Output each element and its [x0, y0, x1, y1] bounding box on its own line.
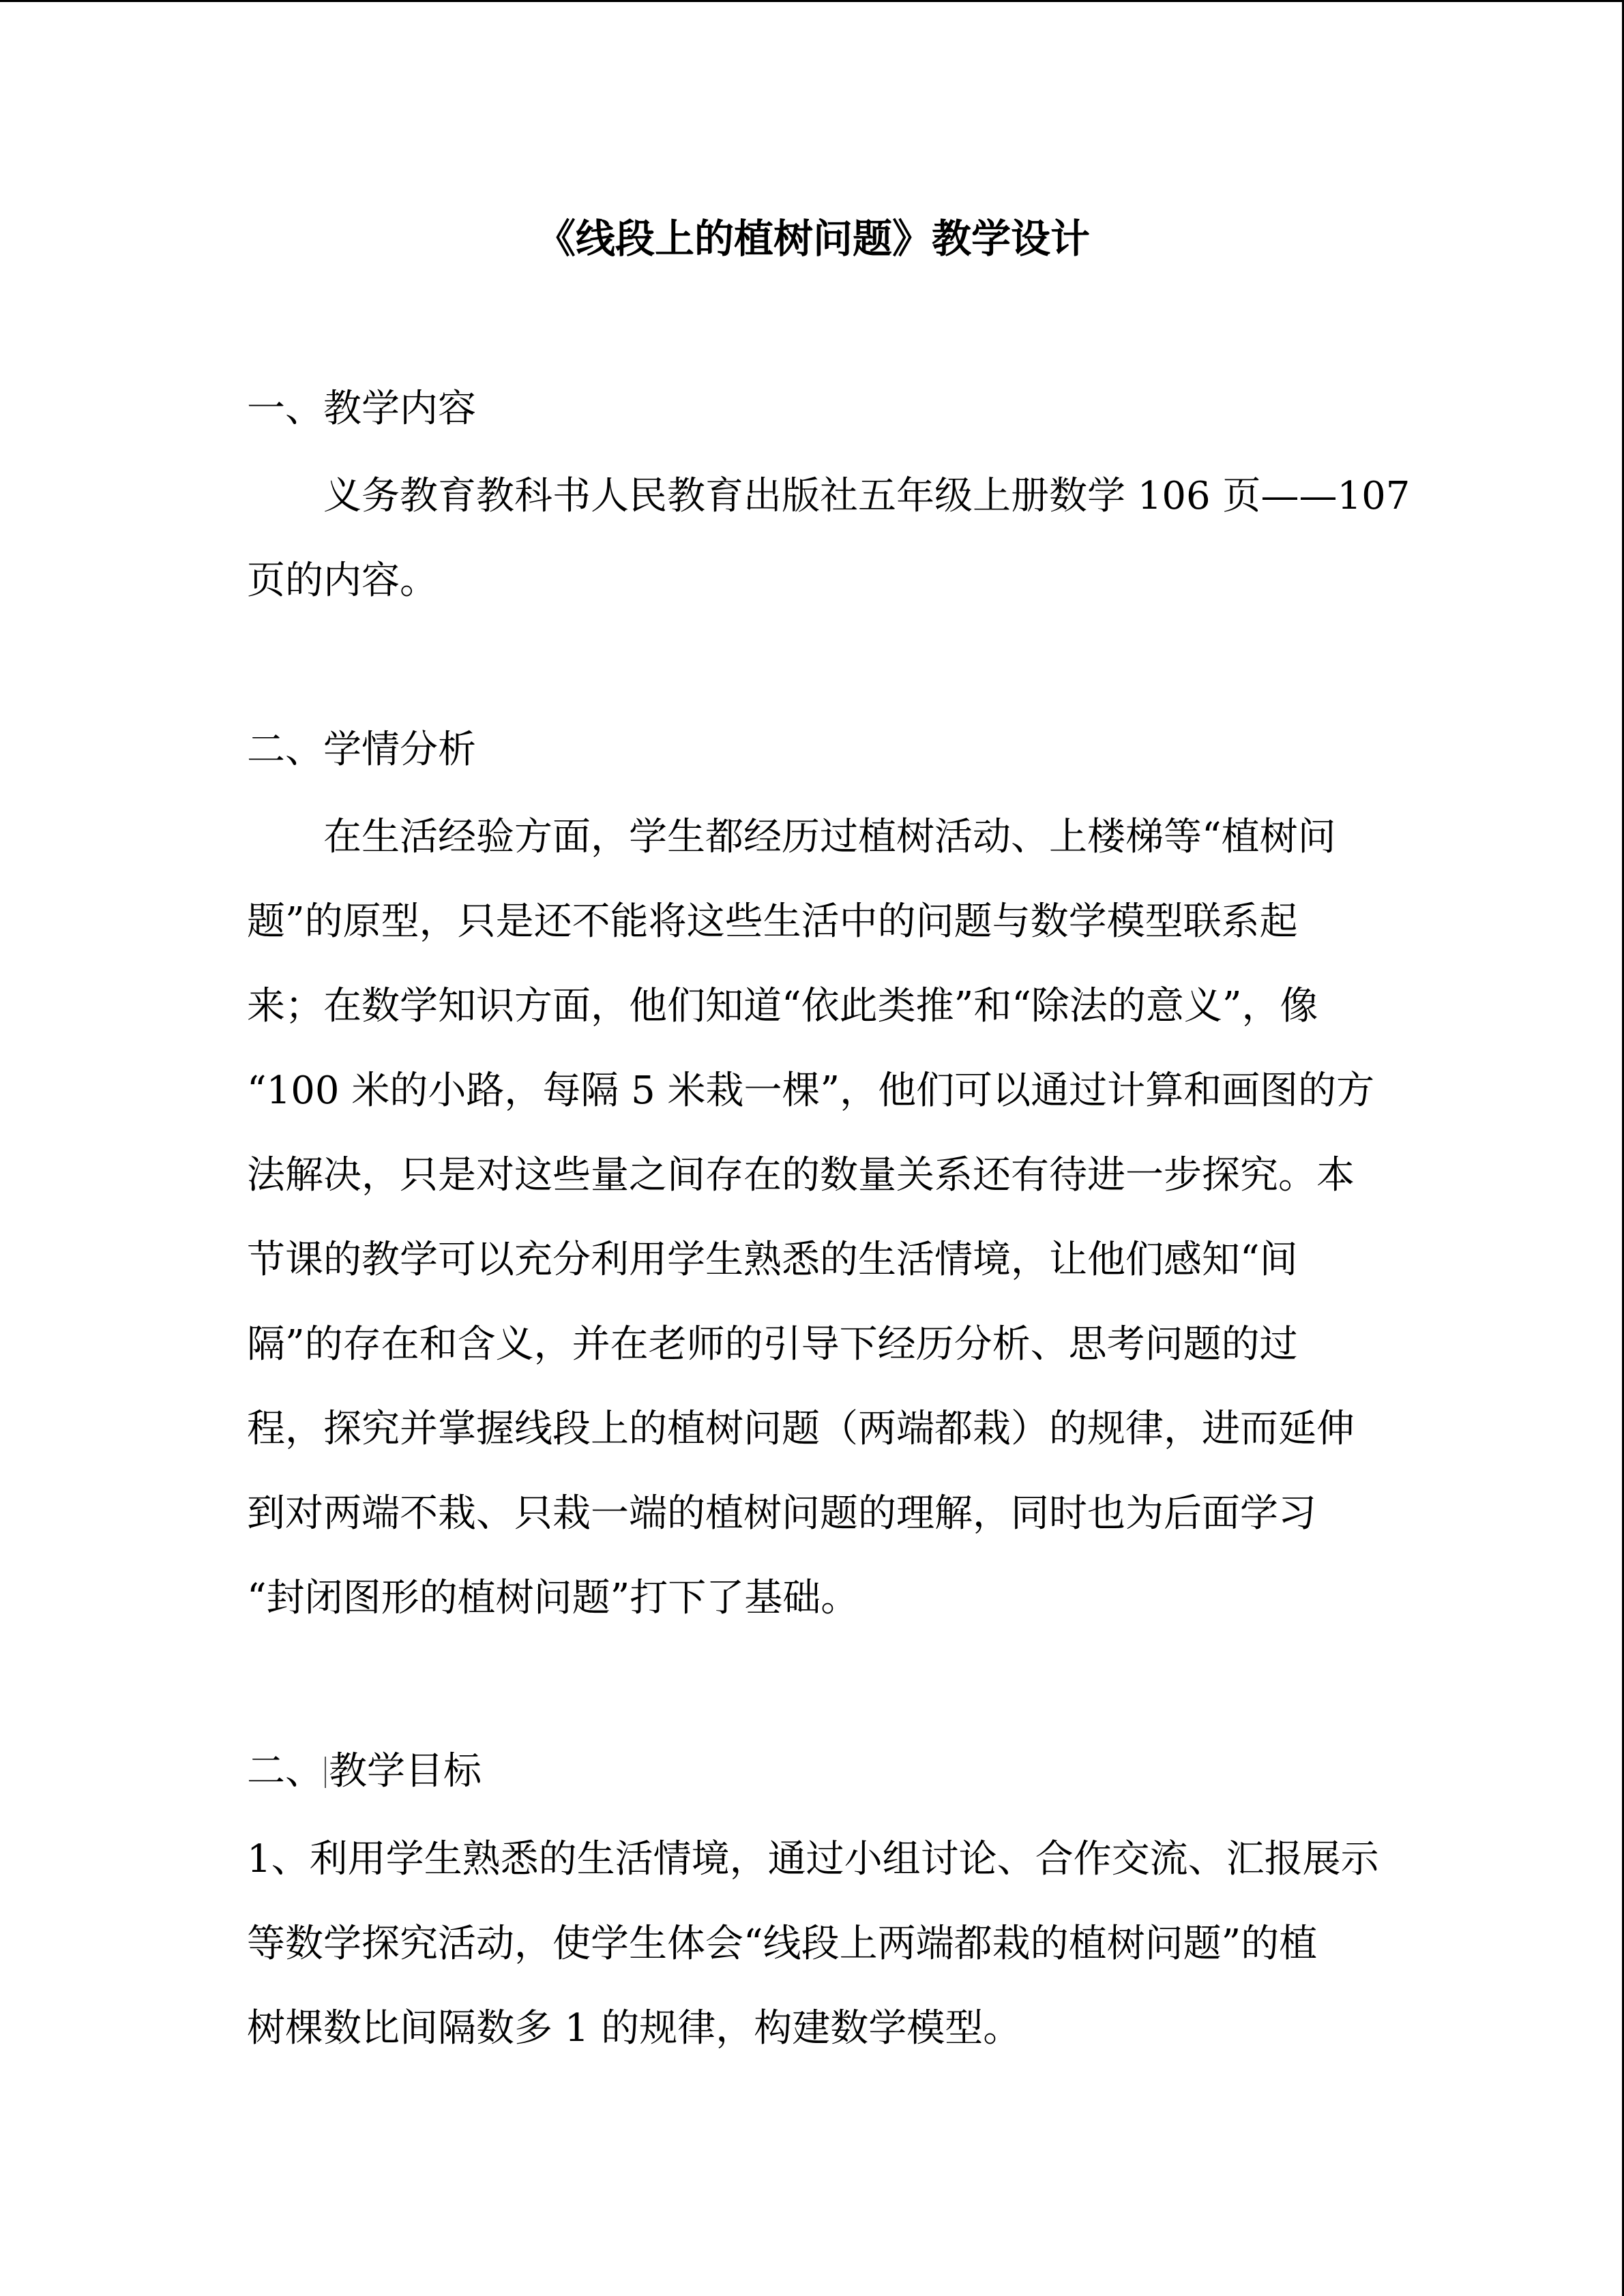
section-heading-student-analysis: 二、学情分析: [247, 728, 476, 772]
paragraph-line: 义务教育教科书人民教育出版社五年级上册数学 106 页——107: [323, 474, 1411, 518]
section-heading-teaching-goals: [247, 1741, 482, 1802]
paragraph-line: 树棵数比间隔数多 1 的规律，构建数学模型。: [247, 2006, 1022, 2051]
paragraph-line: “100 米的小路，每隔 5 米栽一棵”，他们可以通过计算和画图的方: [247, 1069, 1375, 1113]
section-heading-text: 教学目标: [329, 1749, 482, 1793]
paragraph-line: 页的内容。: [247, 558, 438, 603]
section-body-teaching-content: [247, 454, 1411, 623]
paragraph-line: 1、利用学生熟悉的生活情境，通过小组讨论、合作交流、汇报展示: [247, 1837, 1379, 1881]
section-heading-teaching-content: 一、教学内容: [247, 387, 476, 431]
document-title: 《线段上的植树问题》教学设计: [535, 215, 1090, 262]
text-cursor-icon: [325, 1757, 326, 1788]
paragraph-line: 程，探究并掌握线段上的植树问题（两端都栽）的规律，进而延伸: [247, 1407, 1355, 1451]
paragraph-line: “封闭图形的植树问题”打下了基础。: [247, 1576, 859, 1620]
section-heading-prefix: 二、: [247, 1749, 323, 1793]
section-body-teaching-goals: [247, 1817, 1379, 2071]
paragraph-line: 来；在数学知识方面，他们知道“依此类推”和“除法的意义”，像: [247, 984, 1318, 1028]
paragraph-line: 到对两端不栽、只栽一端的植树问题的理解，同时也为后面学习: [247, 1491, 1316, 1536]
paragraph-line: 等数学探究活动，使学生体会“线段上两端都栽的植树问题”的植: [247, 1922, 1318, 1966]
paragraph-line: 在生活经验方面，学生都经历过植树活动、上楼梯等“植树问: [323, 815, 1336, 859]
paragraph-line: 隔”的存在和含义，并在老师的引导下经历分析、思考问题的过: [247, 1322, 1298, 1367]
section-body-student-analysis: [247, 795, 1379, 1641]
paragraph-line: 节课的教学可以充分利用学生熟悉的生活情境，让他们感知“间: [247, 1238, 1298, 1282]
paragraph-line: 法解决，只是对这些量之间存在的数量关系还有待进一步探究。本: [247, 1153, 1355, 1197]
paragraph-line: 题”的原型，只是还不能将这些生活中的问题与数学模型联系起: [247, 899, 1298, 944]
